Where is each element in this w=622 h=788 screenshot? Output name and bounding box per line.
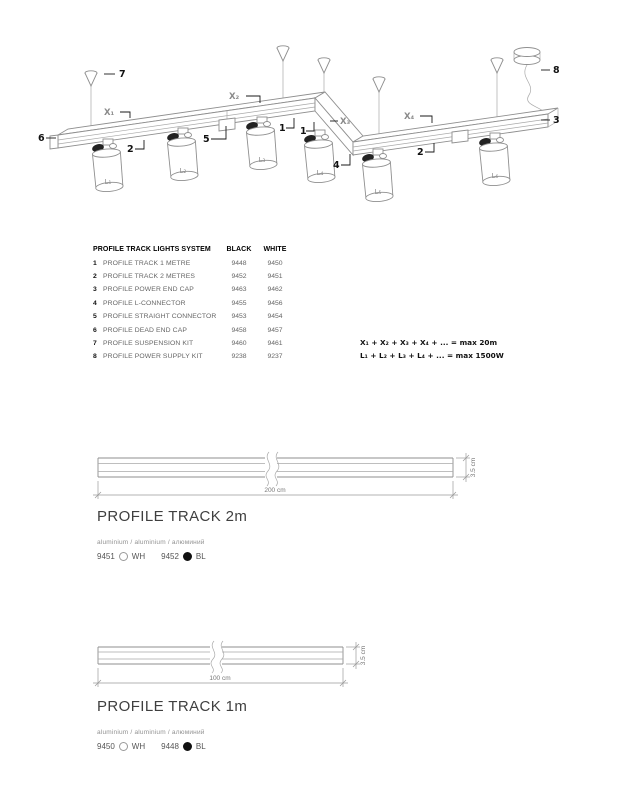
table-row: 4 PROFILE L-CONNECTOR 9455 9456 (93, 299, 283, 307)
svg-text:X₄: X₄ (404, 112, 415, 122)
callout-x1 (104, 108, 130, 118)
track-2m-codes (97, 552, 397, 561)
system-diagram (0, 0, 622, 235)
track-1m-drawing (0, 630, 622, 700)
callout-7 (104, 69, 126, 80)
length-label: 100 cm (209, 675, 231, 682)
track-2m-length-dimension (93, 481, 458, 499)
svg-text:1: 1 (300, 126, 307, 137)
white-color-dot (119, 552, 128, 561)
callout-8 (541, 65, 560, 76)
track-2m-bar (98, 452, 453, 486)
light-l5 (361, 149, 394, 203)
light-label: L₁ (104, 178, 112, 186)
white-color-dot (119, 742, 128, 751)
table-row: 6 PROFILE DEAD END CAP 9458 9457 (93, 326, 283, 334)
track-2m-drawing (0, 440, 622, 510)
black-code: 9448 (161, 742, 179, 751)
light-l1 (91, 139, 124, 193)
product-table (93, 243, 303, 364)
table-row: 5 PROFILE STRAIGHT CONNECTOR 9453 9454 (93, 313, 283, 321)
formula-max-length: X₁ + X₂ + X₃ + X₄ + ... = max 20m (360, 338, 498, 347)
light-l2 (166, 128, 199, 182)
light-l3 (245, 117, 278, 171)
length-label: 200 cm (264, 487, 286, 494)
track-2m-title: PROFILE TRACK 2m (97, 508, 248, 525)
svg-text:X₁: X₁ (104, 108, 115, 118)
svg-text:3: 3 (553, 115, 560, 126)
track-1m-info (97, 698, 397, 751)
track-1m-bar (98, 641, 343, 673)
svg-text:2: 2 (127, 144, 134, 155)
col-white: WHITE (263, 246, 287, 254)
light-label: L₅ (374, 188, 382, 196)
track-1m-title: PROFILE TRACK 1m (97, 698, 248, 715)
svg-text:4: 4 (333, 160, 340, 171)
table-row: 8 PROFILE POWER SUPPLY KIT 9238 9237 (93, 353, 283, 361)
svg-text:2: 2 (417, 147, 424, 158)
col-black: BLACK (226, 246, 252, 254)
track-2m-info (97, 508, 397, 561)
track-2m-materials: aluminium / aluminium / алюминий (97, 539, 205, 546)
light-label: L₄ (316, 169, 324, 177)
track-1m-codes (97, 742, 397, 751)
white-code: 9450 (97, 742, 115, 751)
table-row: 7 PROFILE SUSPENSION KIT 9460 9461 (93, 339, 283, 347)
track-1m-height-dimension (346, 642, 367, 669)
black-label: BL (195, 742, 206, 751)
track-1m-materials: aluminium / aluminium / алюминий (97, 729, 205, 736)
table-row: 3 PROFILE POWER END CAP 9463 9462 (93, 286, 283, 294)
white-label: WH (131, 552, 146, 561)
height-label: 3.5 cm (360, 645, 367, 666)
table-header (93, 243, 303, 256)
light-label: L₃ (258, 156, 266, 164)
suspension-cone-icons (85, 46, 503, 92)
callout-1-b (300, 122, 314, 137)
track-1m-length-dimension (93, 668, 348, 687)
light-label: L₂ (179, 167, 187, 175)
svg-text:6: 6 (38, 133, 45, 144)
table-row: 1 PROFILE TRACK 1 METRE 9448 9450 (93, 259, 283, 267)
white-label: WH (131, 742, 146, 751)
callout-x4 (404, 112, 432, 123)
black-label: BL (195, 552, 206, 561)
track-right (353, 108, 558, 155)
callout-1-a (279, 118, 294, 134)
power-supply-icon (514, 48, 547, 116)
svg-text:8: 8 (553, 65, 560, 76)
light-l6 (478, 133, 511, 187)
light-label: L₆ (491, 172, 499, 180)
svg-text:X₃: X₃ (340, 117, 351, 127)
height-label: 3.5 cm (470, 457, 477, 478)
svg-text:1: 1 (279, 123, 286, 134)
svg-text:5: 5 (203, 134, 210, 145)
callout-4 (333, 154, 350, 171)
callout-2-left (127, 140, 144, 155)
straight-connector (219, 118, 235, 131)
callout-x2 (229, 92, 260, 103)
formula-max-power: L₁ + L₂ + L₃ + L₄ + ... = max 1500W (360, 351, 504, 360)
svg-text:7: 7 (119, 69, 126, 80)
black-color-dot (183, 552, 192, 561)
light-l4 (303, 130, 336, 184)
white-code: 9451 (97, 552, 115, 561)
black-code: 9452 (161, 552, 179, 561)
track-2m-height-dimension (456, 453, 477, 482)
table-title: PROFILE TRACK LIGHTS SYSTEM (93, 246, 211, 254)
table-row: 2 PROFILE TRACK 2 METRES 9452 9451 (93, 272, 283, 280)
black-color-dot (183, 742, 192, 751)
svg-text:X₂: X₂ (229, 92, 240, 102)
capacity-formulas (360, 336, 504, 362)
